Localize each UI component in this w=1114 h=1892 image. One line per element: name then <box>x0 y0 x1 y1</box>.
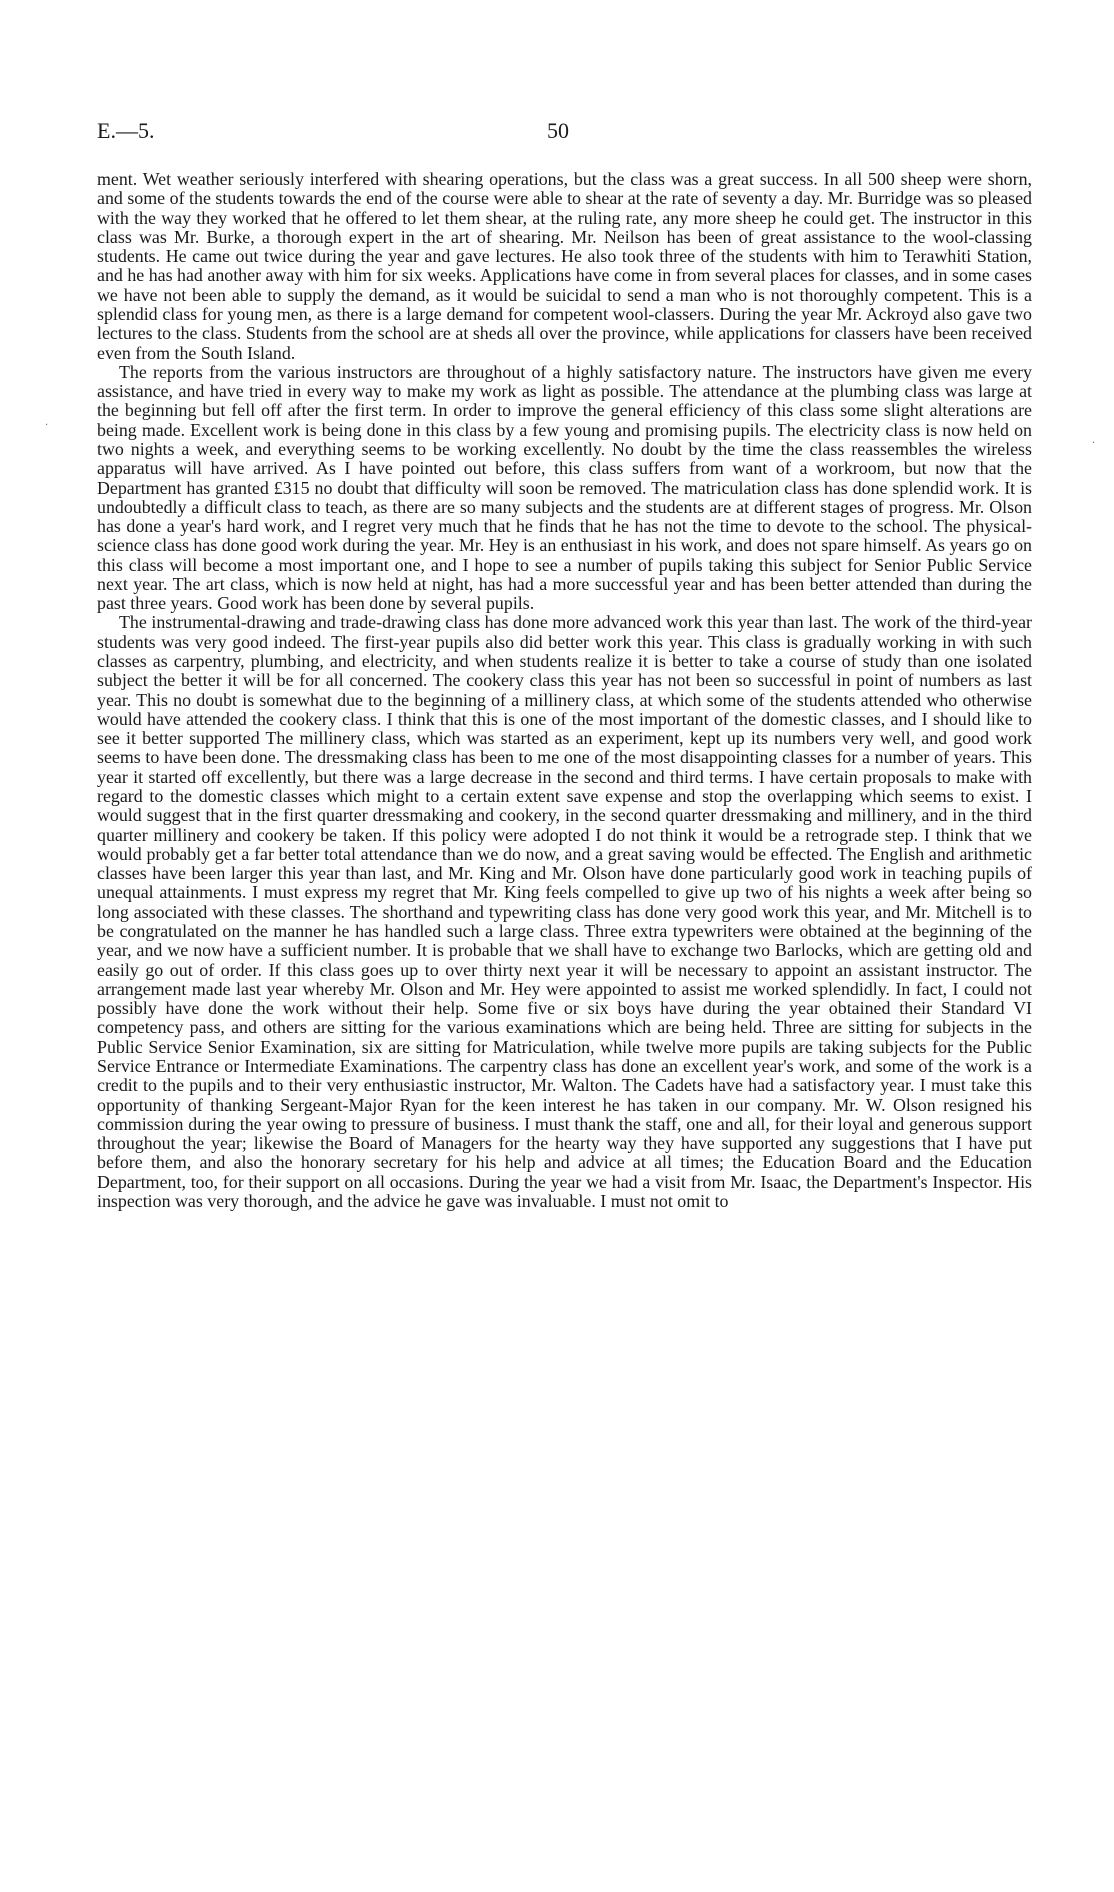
page-number: 50 <box>547 118 569 143</box>
document-reference: E.—5. <box>97 118 155 143</box>
page-header <box>97 118 1027 148</box>
margin-dot-left: · <box>45 420 49 431</box>
margin-dot-right: · <box>1092 438 1096 449</box>
body-text <box>97 170 1032 1211</box>
paragraph-shearing-continued: ment. Wet weather seriously interfered with shearing operations, but the class was a great success. In all 500 sheep were shorn, and some of the students towards the end of the course were able to shear at the rate of seventy a day. Mr. Burridge was so pleased with the way they worked that he offered to let them shear, at the ruling rate, any more sheep he could get. The instructor in this class was Mr. Burke, a thorough expert in the art of shearing. Mr. Neilson has been of great assistance to the wool-classing students. He came out twice during the year and gave lectures. He also took three of the students with him to Terawhiti Station, and he has had another away with him for six weeks. Applications have come in from several places for classes, and in some cases we have not been able to supply the demand, as it would be suicidal to send a man who is not thoroughly competent. This is a splendid class for young men, as there is a large demand for competent wool-classers. During the year Mr. Ackroyd also gave two lectures to the class. Students from the school are at sheds all over the province, while applications for classers have been received even from the South Island. <box>97 169 1032 363</box>
paragraph-drawing-and-domestic-classes: The instrumental-drawing and trade-drawing class has done more advanced work this year than last. The work of the third-year students was very good indeed. The first-year pupils also did better work this year. This class is gradually working in with such classes as carpentry, plumbing, and electricity, and when students realize it is better to take a course of study than one isolated subject the better it will be for all concerned. The cookery class this year has not been so successful in point of numbers as last year. This no doubt is somewhat due to the beginning of a millinery class, at which some of the students attended who otherwise would have attended the cookery class. I think that this is one of the most important of the domestic classes, and I should like to see it better supported The millinery class, which was started as an experiment, kept up its numbers very well, and good work seems to have been done. The dressmaking class has been to me one of the most disappointing classes for a number of years. This year it started off excellently, but there was a large decrease in the second and third terms. I have certain proposals to make with regard to the domestic classes which might to a certain extent save expense and stop the overlapping which seems to exist. I would suggest that in the first quarter dressmaking and cookery, in the second quarter dressmaking and millinery, and in the third quarter millinery and cookery be taken. If this policy were adopted I do not think it would be a retrograde step. I think that we would probably get a far better total attendance than we do now, and a great saving would be effected. The English and arithmetic classes have been larger this year than last, and Mr. King and Mr. Olson have done particularly good work in teaching pupils of unequal attainments. I must express my regret that Mr. King feels compelled to give up two of his nights a week after being so long associated with these classes. The shorthand and typewriting class has done very good work this year, and Mr. Mitchell is to be congratulated on the manner he has handled such a large class. Three extra typewriters were obtained at the beginning of the year, and we now have a sufficient number. It is probable that we shall have to exchange two Barlocks, which are getting old and easily go out of order. If this class goes up to over thirty next year it will be necessary to appoint an assistant instructor. The arrangement made last year whereby Mr. Olson and Mr. Hey were appointed to assist me worked splendidly. In fact, I could not possibly have done the work without their help. Some five or six boys have during the year obtained their Standard VI competency pass, and others are sitting for the various examinations which are being held. Three are sitting for subjects in the Public Service Senior Examination, six are sitting for Matriculation, while twelve more pupils are taking subjects for the Public Service Entrance or Intermediate Examinations. The carpentry class has done an excellent year's work, and some of the work is a credit to the pupils and to their very enthusiastic instructor, Mr. Walton. The Cadets have had a satisfactory year. I must take this opportunity of thanking Sergeant-Major Ryan for the keen interest he has taken in our company. Mr. W. Olson resigned his commission during the year owing to pressure of business. I must thank the staff, one and all, for their loyal and generous support throughout the year; likewise the Board of Managers for the hearty way they have supported any suggestions that I have put before them, and also the honorary secretary for his help and advice at all times; the Education Board and the Education Department, too, for their support on all occasions. During the year we had a visit from Mr. Isaac, the Department's Inspector. His inspection was very thorough, and the advice he gave was invaluable. I must not omit to <box>97 612 1032 1211</box>
paragraph-instructor-reports: The reports from the various instructors are throughout of a highly satisfactory nature. The instructors have given me every assistance, and have tried in every way to make my work as light as possible. The attendance at the plumbing class was large at the beginning but fell off after the first term. In order to improve the general efficiency of this class some slight alterations are being made. Excellent work is being done in this class by a few young and promising pupils. The electricity class is now held on two nights a week, and everything seems to be working excellently. No doubt by the time the class reassembles the wireless apparatus will have arrived. As I have pointed out before, this class suffers from want of a workroom, but now that the Department has granted £315 no doubt that difficulty will soon be removed. The matriculation class has done splendid work. It is undoubtedly a difficult class to teach, as there are so many subjects and the students are at different stages of progress. Mr. Olson has done a year's hard work, and I regret very much that he finds that he has not the time to devote to the school. The physical-science class has done good work during the year. Mr. Hey is an enthusiast in his work, and does not spare himself. As years go on this class will become a most important one, and I hope to see a number of pupils taking this subject for Senior Public Service next year. The art class, which is now held at night, has had a more successful year and has been better attended than during the past three years. Good work has been done by several pupils. <box>97 361 1032 614</box>
